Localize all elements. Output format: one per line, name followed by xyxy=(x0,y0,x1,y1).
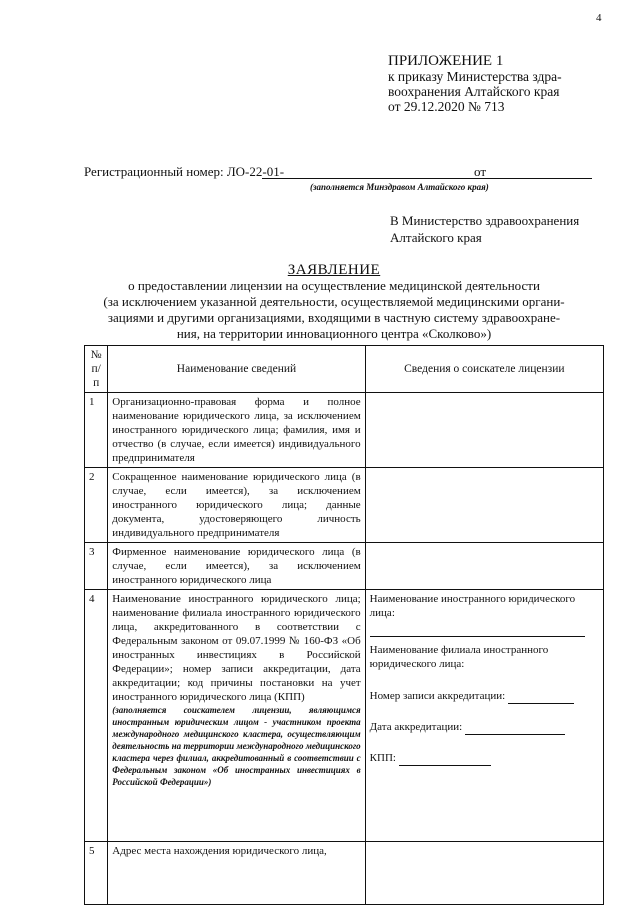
kpp-blank[interactable] xyxy=(399,751,491,766)
row-number: 1 xyxy=(85,393,108,468)
addressee-line-1: В Министерство здравоохранения xyxy=(390,213,580,228)
registration-note: (заполняется Минздравом Алтайского края) xyxy=(310,182,489,192)
kpp-label: КПП: xyxy=(369,752,396,764)
foreign-name-blank[interactable] xyxy=(370,622,585,637)
row-value-cell[interactable] xyxy=(365,393,603,468)
header-applicant-info: Сведения о соискателе лицензии xyxy=(365,346,603,393)
appendix-line-2: воохранения Алтайского края xyxy=(388,84,560,99)
application-heading xyxy=(74,262,594,342)
page-number: 4 xyxy=(596,12,602,24)
table-row xyxy=(85,842,604,905)
heading-line-1: о предоставлении лицензии на осуществление медицинской деятельности xyxy=(128,278,540,293)
appendix-block xyxy=(388,54,628,114)
table-row xyxy=(85,393,604,468)
row-description: Фирменное наименование юридического лица (в случае, если имеется), за исключением иностранного юридического лица xyxy=(108,543,365,590)
appendix-line-1: к приказу Министерства здра- xyxy=(388,69,562,84)
branch-name-label: Наименование филиала иностранного юридического лица: xyxy=(369,644,549,670)
accr-date-blank[interactable] xyxy=(465,720,565,735)
record-no-blank[interactable] xyxy=(508,689,574,704)
addressee-line-2: Алтайского края xyxy=(390,230,482,245)
header-number: № п/п xyxy=(85,346,108,393)
heading-line-3: зациями и другими организациями, входящими в частную систему здравоохране- xyxy=(107,310,561,325)
row-description: Адрес места нахождения юридического лица, xyxy=(108,842,365,905)
row-description-cell xyxy=(108,590,365,842)
application-title: ЗАЯВЛЕНИЕ xyxy=(287,262,381,278)
row-description: Организационно-правовая форма и полное наименование юридического лица, за исключением иностранного юридического лица; фамилия, имя и отчество (в случае, если имеется) индивидуального предпринимателя xyxy=(108,393,365,468)
row-number: 2 xyxy=(85,468,108,543)
heading-line-2: (за исключением указанной деятельности, осуществляемой медицинскими органи- xyxy=(103,294,565,309)
application-table xyxy=(84,345,604,905)
header-info-name: Наименование сведений xyxy=(108,346,365,393)
row-value-cell[interactable] xyxy=(365,468,603,543)
table-header-row xyxy=(85,346,604,393)
accr-date-label: Дата аккредитации: xyxy=(369,721,463,733)
table-row xyxy=(85,590,604,842)
row-number: 3 xyxy=(85,543,108,590)
appendix-title: ПРИЛОЖЕНИЕ 1 xyxy=(388,53,504,69)
row-description: Сокращенное наименование юридического лица (в случае, если имеется), за исключением иностранного юридического лица; данные документа, удостоверяющего личность индивидуального предпринимателя xyxy=(108,468,365,543)
addressee-block xyxy=(390,212,630,246)
registration-date-label: от xyxy=(474,164,487,179)
row-value-cell[interactable] xyxy=(365,842,603,905)
foreign-name-label: Наименование иностранного юридического лица: xyxy=(369,593,576,619)
row-number: 5 xyxy=(85,842,108,905)
table-row xyxy=(85,543,604,590)
row-fill-note: (заполняется соискателем лицензии, являющимся иностранным юридическим лицом - участником проекта международного медицинского кластера, осуществляющим деятельность на территории международного медицинского кластера через филиал, аккредитованный в соответствии с Федеральным законом «Об иностранных инвестициях в Российской Федерации») xyxy=(112,705,361,787)
appendix-line-3: от 29.12.2020 № 713 xyxy=(388,99,505,114)
row-number: 4 xyxy=(85,590,108,842)
registration-label: Регистрационный номер: ЛО-22-01- xyxy=(84,164,285,179)
table-row xyxy=(85,468,604,543)
row-description: Наименование иностранного юридического лица; наименование филиала иностранного юридического лица, аккредитованного в соответствии с Федеральным законом от 09.07.1999 № 160-ФЗ «Об иностранных инвестициях в Российской Федерации»; номер записи аккредитации, дата аккредитации; код причины постановки на учет иностранного юридического лица (КПП) xyxy=(112,593,361,703)
heading-line-4: ния, на территории инновационного центра «Сколково») xyxy=(176,326,492,341)
registration-date-blank[interactable] xyxy=(492,178,592,179)
record-no-label: Номер записи аккредитации: xyxy=(369,690,506,702)
row-value-cell xyxy=(365,590,603,842)
row-value-cell[interactable] xyxy=(365,543,603,590)
